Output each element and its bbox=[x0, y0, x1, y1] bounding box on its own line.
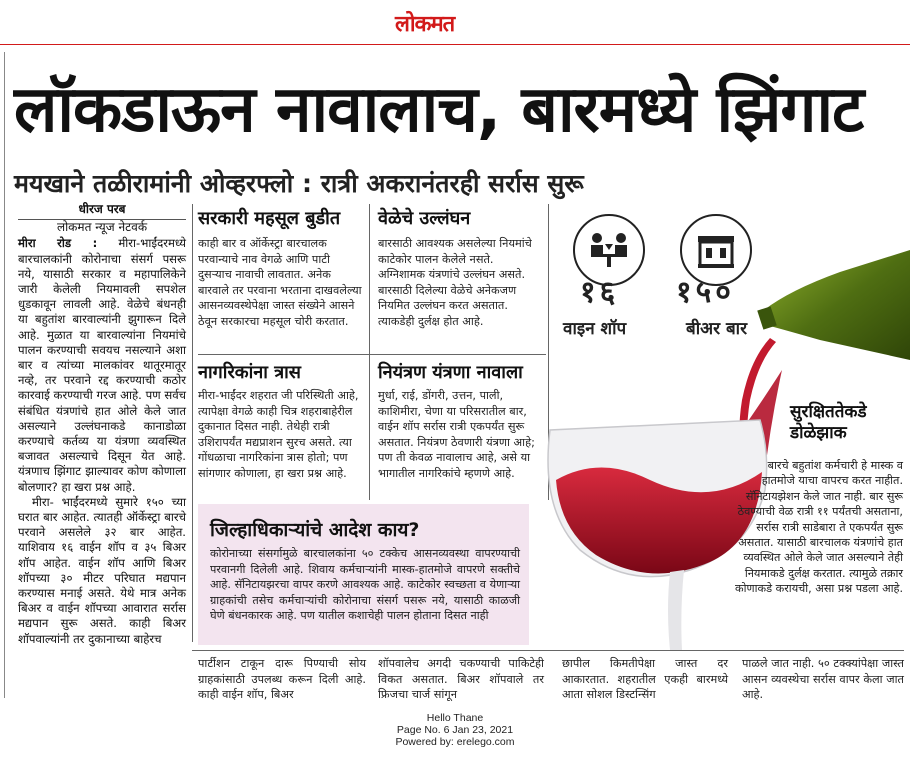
headline: लॉकडाऊन नावालाच, बारमध्ये झिंगाट bbox=[14, 73, 864, 147]
beer-bar-icon bbox=[694, 230, 738, 270]
wine-shop-icon bbox=[585, 230, 633, 270]
column-rule-2 bbox=[369, 204, 370, 500]
lokmat-logo[interactable]: लोकमत bbox=[395, 12, 455, 37]
footer-edition: Hello Thane bbox=[426, 712, 484, 724]
collector-orders-body: कोरोनाच्या संसर्गामुळे बारचालकांना ५० टक्केच आसनव्यवस्था वापरण्याची परवानगी दिलेली आहे. शिवाय कर्मचाऱ्यांनी मास्क-हातमोजे वापरणे सक्तीचे आहे. सॅनिटायझरचा वापर करणे आवश्यक आहे. काटेकोर स्वच्छता व येणाऱ्या ग्राहकांची तसेच कर्मचाऱ्यांची कोरोनाचा संसर्ग पसरू नये, यासाठी काळजी घेणे बंधनकारक आहे. पण यातील कशाचेही पालन होताना दिसत नाही bbox=[210, 547, 520, 623]
box-revenue-title: सरकारी महसूल बुडीत bbox=[198, 208, 341, 229]
wine-glass-stem bbox=[668, 570, 684, 650]
box-revenue-body: काही बार व ऑर्केस्ट्रा बारचालक परवान्याचे नाव वेगळे आणि पाटी दुसऱ्याच नावाची लावतात. अनेक बारवाले तर परवाना भरताना दाखवलेल्या आसनव्यवस्थेपेक्षा जास्त संख्येने आसने ठेवून सरकारचा महसूल चोरी करतात. bbox=[198, 237, 362, 328]
dateline: मीरा रोड : bbox=[18, 236, 98, 251]
wine-bottle bbox=[764, 250, 910, 360]
main-story-paragraph-1 bbox=[18, 236, 186, 494]
beer-bar-count: १५० bbox=[676, 275, 735, 310]
bottom-row-rule bbox=[192, 650, 904, 651]
box-control-title: नियंत्रण यंत्रणा नावाला bbox=[378, 362, 523, 383]
collector-orders-box bbox=[198, 504, 529, 645]
main-story-paragraph-2: मीरा- भाईंदरमध्ये सुमारे १५० च्या घरात बार आहेत. त्यातही ऑर्केस्ट्रा बारचे परवाने असलेले ३२ बार आहेत. याशिवाय १६ वाईन शॉप व ३५ बिअर शॉप आहेत. वाईन शॉप आणि बिअर शॉपच्या ३० मीटर परिघात मद्यपान करण्यास मनाई असते. येथे मात्र अनेक बिअर व वाईन शॉपच्या आवारात सर्रास मद्यपान सुरू असते. काही बिअर शॉपवाल्यांनी तर दुकानाच्या बाहेरच bbox=[18, 494, 186, 646]
byline-author: धीरज परब bbox=[18, 202, 186, 220]
box-divider-horizontal bbox=[198, 354, 546, 355]
side-story-body: बारचे बहुतांश कर्मचारी हे मास्क व हातमोजे याचा वापरच करत नाहीत. सॅनिटायझेशन केले जात नाही. बार सुरू ठेवण्याची वेळ रात्री ११ पर्यंतची असताना, सर्रास रात्री साडेबारा ते एकपर्यंत सुरू असतात. यासाठी बारचालक यंत्रणांचे हात व्यवस्थित ओले केले जात असल्याने तेही नियमाकडे दुर्लक्ष करतात. त्यामुळे तक्रार कोणाकडे करायची, असा प्रश्न पडला आहे. bbox=[735, 459, 903, 596]
bottom-column-1: पार्टीशन टाकून दारू पिण्याची सोय ग्राहकांसाठी उपलब्ध करून दिली आहे. काही वाईन शॉप, बिअर bbox=[198, 657, 366, 701]
collector-orders-title: जिल्हाधिकाऱ्यांचे आदेश काय? bbox=[210, 519, 420, 541]
page-left-edge bbox=[4, 52, 5, 698]
box-time-title: वेळेचे उल्लंघन bbox=[378, 208, 471, 229]
beer-bar-label: बीअर बार bbox=[686, 319, 748, 339]
wine-shop-label: वाइन शॉप bbox=[563, 319, 627, 339]
column-rule-1 bbox=[192, 204, 193, 642]
side-story-title bbox=[790, 402, 867, 444]
footer-page-date: Page No. 6 Jan 23, 2021 bbox=[396, 724, 514, 736]
bottom-column-2: शॉपवालेच अगदी चकण्याची पाकिटेही विकत असतात. बिअर शॉपवाले तर फ्रिजचा चार्ज सांगून bbox=[378, 657, 544, 701]
box-control-body: मुर्धा, राई, डोंगरी, उत्तन, पाली, काशिमीरा, चेणा या परिसरातील बार, वाईन शॉप सर्रास रात्री एकपर्यंत सुरू असतात. नियंत्रण ठेवणारी यंत्रणा आहे; पण ती केवळ नावालाच आहे, असे या भागातील नागरिकांचे म्हणणे आहे. bbox=[378, 389, 535, 480]
bottom-column-4: पाळले जात नाही. ५० टक्क्यांपेक्षा जास्त आसन व्यवस्थेचा सर्रास वापर केला जात आहे. bbox=[742, 657, 904, 701]
byline-agency: लोकमत न्यूज नेटवर्क bbox=[56, 220, 148, 235]
bottom-column-3: छापील किमतीपेक्षा जास्त दर आकारतात. शहरातील एकही बारमध्ये आता सोशल डिस्टन्सिंग bbox=[562, 657, 728, 701]
masthead-rule bbox=[0, 44, 910, 45]
wine-shop-count: १६ bbox=[580, 275, 620, 310]
main-story-column bbox=[18, 202, 186, 647]
box-time-body: बारसाठी आवश्यक असलेल्या नियमांचे काटेकोर पालन केलेले नसते. अग्निशामक यंत्रणांचे उल्लंघन असते. बारसाठी दिलेल्या वेळेचे अनेकजण नियमित उल्लंघन करत असतात. त्याकडेही दुर्लक्ष होत आहे. bbox=[378, 237, 532, 328]
main-story-text-1: मीरा-भाईंदरमध्ये बारचालकांनी कोरोनाचा संसर्ग पसरू नये, यासाठी सरकार व महापालिकेने जारी केलेली नियमावली सपशेल धुडकावून लावली आहे. वेळेचे बंधनही या बहुतांश बारवाल्यांनी झुगारून दिले आहे. मुळात या बारवाल्यांना नियमांचे पालन करण्याची सवयच नसल्याने अशा बार व त्यांच्या मालकांवर थातूरमातूर नव्हे, तर परवाने रद्द करण्याची कठोर कारवाई करण्याची गरज आहे. पण सर्वच संबंधित यंत्रणांचे हात ओले केले जात असल्याने उल्लंघनाकडे कानाडोळा करण्याचे कर्तव्य या यंत्रणा व्यवस्थित बजावत असल्याचे दिसून येत आहे. यंत्रणाच झिंगाट झाल्यावर कोण कोणाला बोलणार? हा खरा प्रश्न आहे. bbox=[18, 236, 186, 494]
side-story-title-line-1: सुरक्षिततेकडे bbox=[790, 402, 867, 422]
box-citizens-title: नागरिकांना त्रास bbox=[198, 362, 301, 383]
side-story-title-line-2: डोळेझाक bbox=[790, 423, 847, 443]
subheadline: मयखाने तळीरामांनी ओव्हरफ्लो : रात्री अकरानंतरही सर्रास सुरू bbox=[14, 169, 584, 198]
masthead bbox=[0, 0, 910, 40]
footer-powered-by[interactable]: Powered by: erelego.com bbox=[395, 736, 515, 748]
box-citizens-body: मीरा-भाईंदर शहरात जी परिस्थिती आहे, त्यापेक्षा वेगळे काही चित्र शहराबाहेरील दुकानात दिसत नाही. तेथेही रात्री उशिरापर्यंत मद्यप्राशन सुरच असते. त्या गोंधळाचा नागरिकांना त्रास होतो; पण सांगणार कोणाला, हा खरा प्रश्न आहे. bbox=[198, 389, 359, 480]
page-footer bbox=[0, 712, 910, 748]
